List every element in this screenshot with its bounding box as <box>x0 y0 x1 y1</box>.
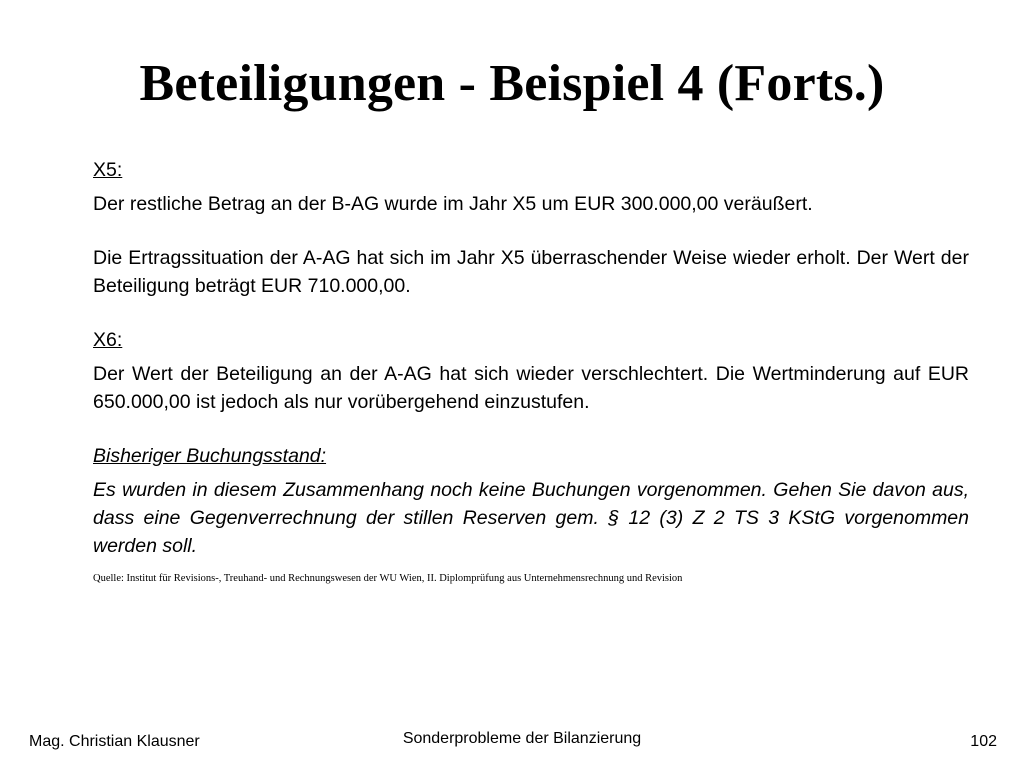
footer-topic: Sonderprobleme der Bilanzierung <box>402 730 642 747</box>
footer-page-number: 102 <box>970 733 997 750</box>
booking-status-heading: Bisheriger Buchungsstand: <box>93 445 327 467</box>
slide-title: Beteiligungen - Beispiel 4 (Forts.) <box>139 55 885 112</box>
x6-paragraph: Der Wert der Beteiligung an der A-AG hat sich wieder verschlechtert. Die Wertminderung auf EUR 650.000,00 ist jedoch als nur vorübergehend einzustufen. <box>93 363 969 413</box>
x5-paragraph-sale: Der restliche Betrag an der B-AG wurde im Jahr X5 um EUR 300.000,00 veräußert. <box>93 193 813 215</box>
slide-content <box>93 156 969 586</box>
x5-paragraph-recovery: Die Ertragssituation der A-AG hat sich im Jahr X5 überraschender Weise wieder erholt. Der Wert der Beteiligung beträgt EUR 710.000,00. <box>93 247 969 297</box>
source-citation: Quelle: Institut für Revisions-, Treuhand- und Rechnungswesen der WU Wien, II. Diplomprüfung aus Unternehmensrechnung und Revision <box>93 573 683 584</box>
x6-heading: X6: <box>93 329 123 351</box>
footer-author: Mag. Christian Klausner <box>29 733 200 750</box>
x5-heading: X5: <box>93 159 123 181</box>
booking-status-paragraph: Es wurden in diesem Zusammenhang noch keine Buchungen vorgenommen. Gehen Sie davon aus, dass eine Gegenverrechnung der stillen Reserven gem. § 12 (3) Z 2 TS 3 KStG vorgenommen werden soll. <box>93 479 969 557</box>
